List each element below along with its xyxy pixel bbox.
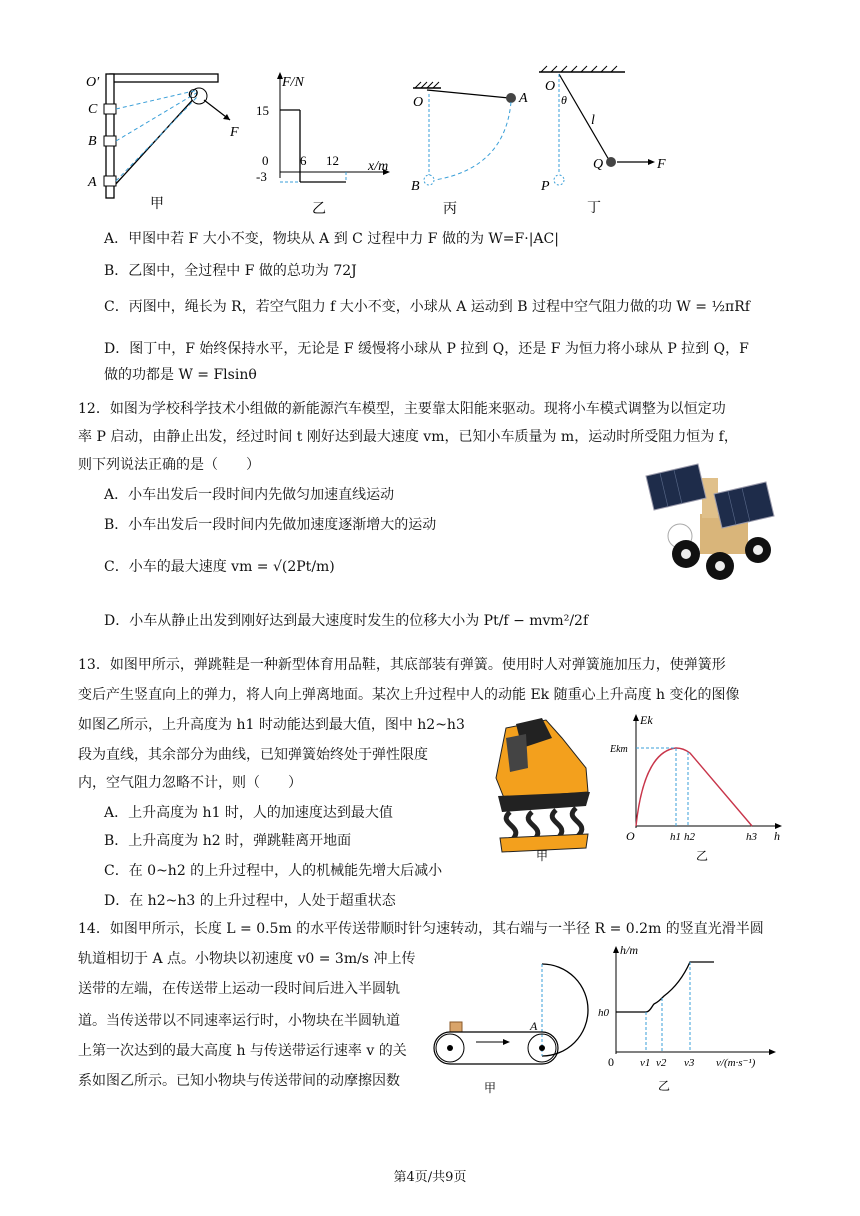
q14-h-v-graph bbox=[596, 940, 786, 1098]
ylabel-h: h/m bbox=[620, 943, 638, 957]
q14-stem-1: 14．如图甲所示，长度 L = 0.5m 的水平传送带顺时针匀速转动，其右端与一半径 R = 0.2m 的竖直光滑半圆 bbox=[78, 921, 764, 937]
page-number: 第4页/共9页 bbox=[393, 1170, 467, 1185]
origin-zero: 0 bbox=[608, 1055, 614, 1069]
caption-bing: 丙 bbox=[443, 202, 457, 217]
label-theta: θ bbox=[561, 93, 567, 107]
xtick-12: 12 bbox=[326, 153, 339, 168]
label-a: A bbox=[530, 1019, 538, 1033]
xlabel-x: x/m bbox=[368, 159, 389, 174]
figure-yi-force-graph bbox=[250, 68, 400, 218]
q14-stem-3: 送带的左端，在传送带上运动一段时间后进入半圆轨 bbox=[78, 981, 400, 997]
caption-ding: 丁 bbox=[587, 201, 601, 216]
ytick-h0: h0 bbox=[598, 1007, 609, 1019]
q13-stem-1: 13．如图甲所示，弹跳鞋是一种新型体育用品鞋，其底部装有弹簧。使用时人对弹簧施加压力，使弹簧形 bbox=[78, 657, 726, 673]
label-q: Q bbox=[593, 157, 604, 172]
q12-stem-3: 则下列说法正确的是（ ） bbox=[78, 457, 260, 473]
q11-option-d: D．图丁中，F 始终保持水平，无论是 F 缓慢将小球从 P 拉到 Q，还是 F 为恒力将小球从 P 拉到 Q，F bbox=[104, 341, 749, 357]
label-a: A bbox=[519, 91, 528, 106]
label-o: O bbox=[545, 79, 556, 94]
q12-stem-2: 率 P 启动，由静止出发，经过时间 t 刚好达到最大速度 vm，已知小车质量为 m，运动时所受阻力恒为 f， bbox=[78, 429, 738, 445]
label-f: F bbox=[657, 157, 666, 172]
q13-stem-3: 如图乙所示，上升高度为 h1 时动能达到最大值，图中 h2~h3 bbox=[78, 717, 465, 733]
ytick-ekm: Ekm bbox=[610, 744, 628, 755]
caption-jia: 甲 bbox=[150, 197, 164, 212]
label-o: O bbox=[413, 95, 424, 110]
label-a: A bbox=[88, 175, 97, 190]
q11-option-b: B．乙图中，全过程中 F 做的总功为 72J bbox=[104, 263, 357, 279]
xtick-v3: v3 bbox=[684, 1057, 695, 1069]
label-p: P bbox=[541, 179, 550, 194]
xtick-v2: v2 bbox=[656, 1057, 667, 1069]
caption-yi: 乙 bbox=[696, 849, 709, 863]
xtick-h2: h2 bbox=[684, 831, 695, 843]
q12-option-b: B．小车出发后一段时间内先做加速度逐渐增大的运动 bbox=[104, 517, 437, 533]
xlabel-h: h bbox=[774, 829, 780, 843]
q13-ek-h-graph bbox=[610, 710, 785, 864]
label-o: O bbox=[188, 87, 199, 102]
ytick-0: 0 bbox=[262, 153, 269, 168]
q13-stem-4: 段为直线，其余部分为曲线，已知弹簧始终处于弹性限度 bbox=[78, 747, 428, 763]
xtick-6: 6 bbox=[300, 153, 307, 168]
figure-bing bbox=[405, 68, 535, 218]
q14-stem-2: 轨道相切于 A 点。小物块以初速度 v0 = 3m/s 冲上传 bbox=[78, 951, 416, 967]
q13-option-d: D．在 h2~h3 的上升过程中，人处于超重状态 bbox=[104, 893, 396, 909]
ylabel-ek: Ek bbox=[640, 713, 653, 727]
caption-jia: 甲 bbox=[484, 1081, 497, 1095]
q13-option-a: A．上升高度为 h1 时，人的加速度达到最大值 bbox=[104, 805, 393, 821]
ylabel-f: F/N bbox=[282, 75, 304, 90]
q14-conveyor-figure bbox=[430, 952, 590, 1098]
xlabel-v: v/(m·s⁻¹) bbox=[716, 1057, 756, 1069]
label-c: C bbox=[88, 102, 98, 117]
q12-option-d: D．小车从静止出发到刚好达到最大速度时发生的位移大小为 Pt/f − mvm²/2f bbox=[104, 613, 589, 629]
q11-option-a: A．甲图中若 F 大小不变，物块从 A 到 C 过程中力 F 做的为 W=F·|AC| bbox=[104, 231, 559, 247]
figure-jia bbox=[80, 68, 240, 218]
q13-stem-5: 内，空气阻力忽略不计，则（ ） bbox=[78, 775, 302, 791]
q13-option-c: C．在 0~h2 的上升过程中，人的机械能先增大后减小 bbox=[104, 863, 443, 879]
q11-option-d-cont: 做的功都是 W = Flsinθ bbox=[104, 367, 257, 383]
q12-stem-1: 12．如图为学校科学技术小组做的新能源汽车模型，主要靠太阳能来驱动。现将小车模式调整为以恒定功 bbox=[78, 401, 726, 417]
xtick-v1: v1 bbox=[640, 1057, 651, 1069]
label-l: l bbox=[591, 113, 595, 128]
q12-option-a: A．小车出发后一段时间内先做匀加速直线运动 bbox=[104, 487, 395, 503]
label-b: B bbox=[411, 179, 420, 194]
origin-o: O bbox=[626, 829, 635, 843]
xtick-h3: h3 bbox=[746, 831, 757, 843]
label-o-prime: O′ bbox=[86, 75, 100, 90]
q14-stem-5: 上第一次达到的最大高度 h 与传送带运行速率 v 的关 bbox=[78, 1043, 407, 1059]
caption-jia: 甲 bbox=[536, 849, 549, 862]
ytick-neg3: -3 bbox=[256, 169, 267, 184]
caption-yi: 乙 bbox=[658, 1079, 671, 1093]
q11-option-c: C．丙图中，绳长为 R，若空气阻力 f 大小不变，小球从 A 运动到 B 过程中空气阻力做的功 W = ½πRf bbox=[104, 299, 750, 315]
xtick-h1: h1 bbox=[670, 831, 681, 843]
q13-stem-2: 变后产生竖直向上的弹力，将人向上弹离地面。某次上升过程中人的动能 Ek 随重心上升高度 h 变化的图像 bbox=[78, 687, 740, 703]
q14-stem-4: 道。当传送带以不同速率运行时，小物块在半圆轨道 bbox=[78, 1013, 400, 1029]
ytick-15: 15 bbox=[256, 103, 269, 118]
solar-car-image bbox=[640, 458, 780, 582]
q14-stem-6: 系如图乙所示。已知小物块与传送带间的动摩擦因数 bbox=[78, 1073, 400, 1089]
caption-yi: 乙 bbox=[312, 202, 326, 217]
figure-ding bbox=[535, 62, 675, 218]
q12-option-c: C．小车的最大速度 vm = √(2Pt/m) bbox=[104, 559, 335, 575]
label-f: F bbox=[230, 125, 239, 140]
jumping-shoe-image bbox=[476, 708, 606, 862]
label-b: B bbox=[88, 134, 97, 149]
q13-option-b: B．上升高度为 h2 时，弹跳鞋离开地面 bbox=[104, 833, 352, 849]
